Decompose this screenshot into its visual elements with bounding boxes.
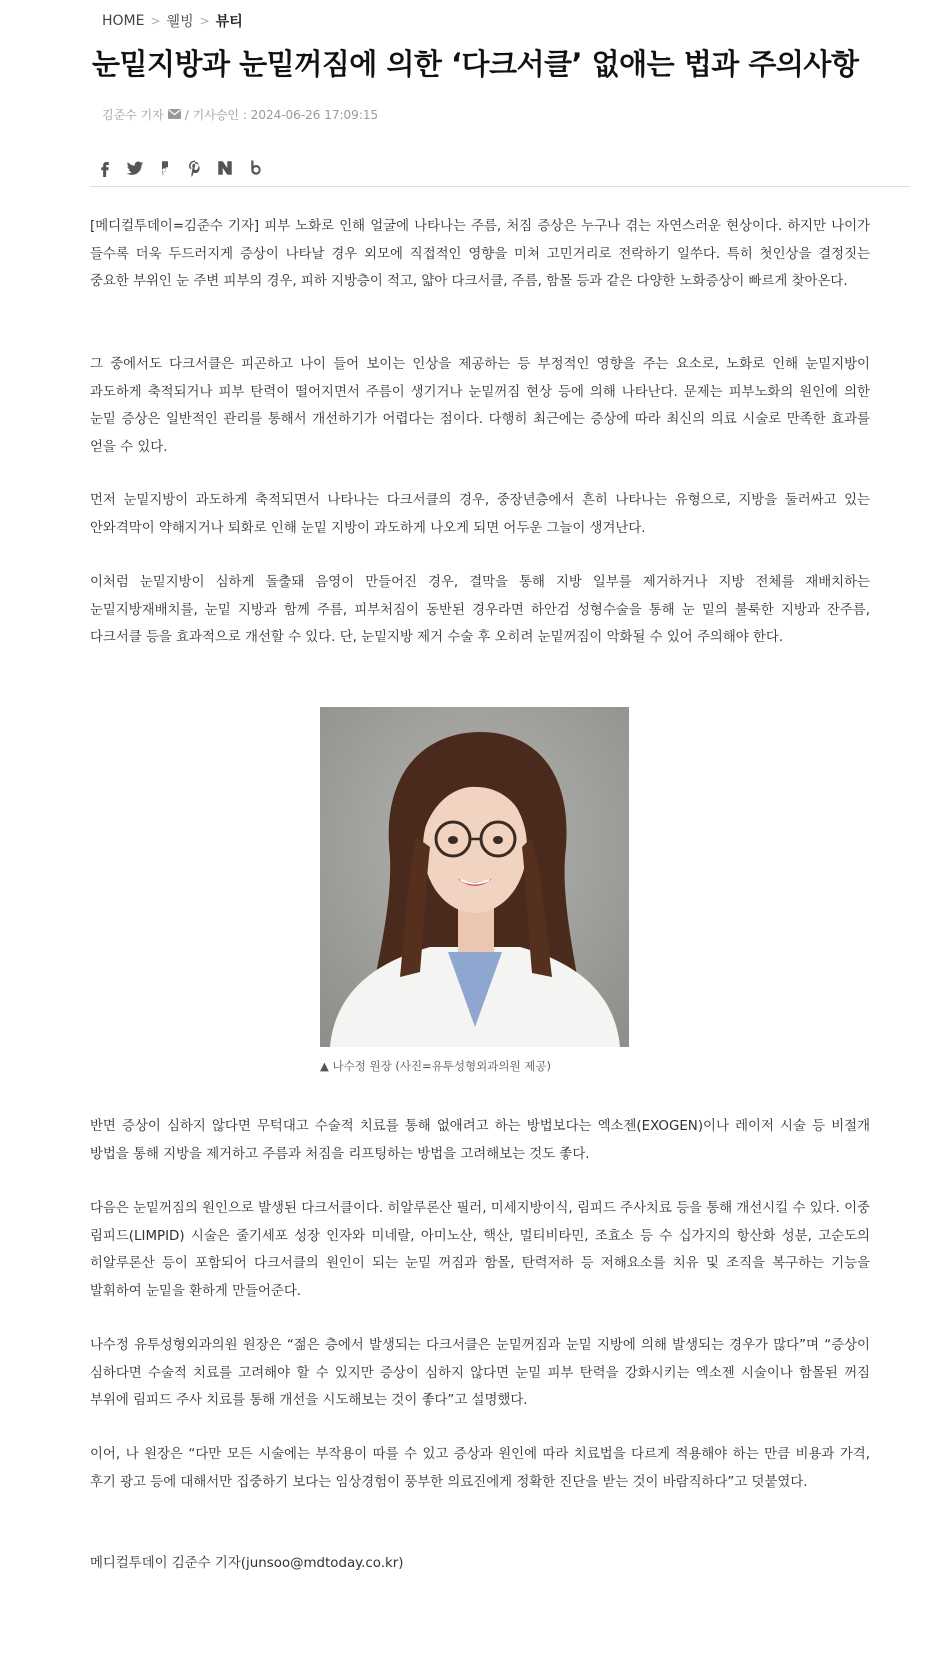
kakao-story-icon[interactable] (156, 159, 174, 177)
twitter-icon[interactable] (126, 159, 144, 177)
pinterest-icon[interactable] (186, 159, 204, 177)
naver-icon[interactable] (216, 159, 234, 177)
article-signature: 메디컬투데이 김준수 기자(junsoo@mdtoday.co.kr) (90, 1556, 404, 1571)
author-name[interactable]: 김준수 기자 (102, 108, 164, 122)
header-divider (90, 186, 910, 187)
breadcrumb-section[interactable]: 웰빙 (166, 14, 194, 30)
article-byline (102, 106, 378, 123)
facebook-icon[interactable] (96, 159, 114, 177)
breadcrumb (102, 10, 243, 32)
approved-datetime: / 기사승인 : 2024-06-26 17:09:15 (184, 108, 379, 122)
breadcrumb-separator: > (150, 14, 161, 28)
breadcrumb-current[interactable]: 뷰티 (215, 14, 243, 30)
article-paragraph: 이어, 나 원장은 “다만 모든 시술에는 부작용이 따를 수 있고 증상과 원인에 따라 치료법을 다르게 적용해야 하는 만큼 비용과 가격, 후기 광고 등에 대해서만 집중하기 보다는 임상경험이 풍부한 의료진에게 정확한 진단을 받는 것이 바람직하다”고 덧붙였다. (90, 1447, 870, 1490)
article-paragraph: 그 중에서도 다크서클은 피곤하고 나이 들어 보이는 인상을 제공하는 등 부정적인 영향을 주는 요소로, 노화로 인해 눈밑지방이 과도하게 축적되거나 피부 탄력이 떨어지면서 주름이 생기거나 눈밑꺼짐 현상 등에 의해 나타난다. 문제는 피부노화의 원인에 의한 눈밑 증상은 일반적인 관리를 통해서 개선하기가 어렵다는 점이다. 다행히 최근에는 증상에 따라 최신의 의료 시술로 만족한 효과를 얻을 수 있다. (90, 357, 870, 455)
email-icon[interactable] (168, 108, 181, 122)
photo-caption: ▲ 나수정 원장 (사진=유투성형외과의원 제공) (320, 1059, 551, 1073)
breadcrumb-separator: > (199, 14, 210, 28)
breadcrumb-home[interactable]: HOME (102, 13, 145, 29)
article-paragraph: 다음은 눈밑꺼짐의 원인으로 발생된 다크서클이다. 히알루론산 필러, 미세지방이식, 림피드 주사치료 등을 통해 개선시킬 수 있다. 이중 림피드(LIMPID) 시술은 줄기세포 성장 인자와 미네랄, 아미노산, 핵산, 멀티비타민, 조효소 등 수 십가지의 항산화 성분, 고순도의 히알루론산 등이 포함되어 다크서클의 원인이 되는 눈밑 꺼짐과 함몰, 탄력저하 등 저해요소를 치유 및 조직을 복구하는 기능을 발휘하여 눈밑을 환하게 만들어준다. (90, 1201, 870, 1299)
article-paragraph: [메디컬투데이=김준수 기자] 피부 노화로 인해 얼굴에 나타나는 주름, 처짐 증상은 누구나 겪는 자연스러운 현상이다. 하지만 나이가 들수록 더욱 두드러지게 증상이 나타날 경우 외모에 직접적인 영향을 미쳐 고민거리로 전락하기 일쑤다. 특히 첫인상을 결정짓는 중요한 부위인 눈 주변 피부의 경우, 피하 지방층이 적고, 얇아 다크서클, 주름, 함몰 등과 같은 다양한 노화증상이 빠르게 찾아온다. (90, 219, 870, 290)
article-paragraph: 먼저 눈밑지방이 과도하게 축적되면서 나타나는 다크서클의 경우, 중장년층에서 흔히 나타나는 유형으로, 지방을 둘러싸고 있는 안와격막이 약해지거나 퇴화로 인해 눈밑 지방이 과도하게 나오게 되면 어두운 그늘이 생겨난다. (90, 493, 870, 536)
share-bar (96, 159, 264, 177)
article-paragraph: 나수정 유투성형외과의원 원장은 “젊은 층에서 발생되는 다크서클은 눈밑꺼짐과 눈밑 지방에 의해 발생되는 경우가 많다”며 “증상이 심하다면 수술적 치료를 고려해야 할 수 있지만 증상이 심하지 않다면 눈밑 피부 탄력을 강화시키는 엑소젠 시술이나 함몰된 꺼짐 부위에 림피드 주사 치료를 통해 개선을 시도해보는 것이 좋다”고 설명했다. (90, 1338, 870, 1409)
article-photo[interactable] (320, 707, 629, 1047)
portrait-illustration (320, 707, 629, 1047)
band-icon[interactable] (246, 159, 264, 177)
article-paragraph: 반면 증상이 심하지 않다면 무턱대고 수술적 치료를 통해 없애려고 하는 방법보다는 엑소젠(EXOGEN)이나 레이저 시술 등 비절개 방법을 통해 지방을 제거하고 주름과 처짐을 리프팅하는 방법을 고려해보는 것도 좋다. (90, 1119, 870, 1162)
article-paragraph: 이처럼 눈밑지방이 심하게 돌출돼 음영이 만들어진 경우, 결막을 통해 지방 일부를 제거하거나 지방 전체를 재배치하는 눈밑지방재배치를, 눈밑 지방과 함께 주름, 피부처짐이 동반된 경우라면 하안검 성형수술을 통해 눈 밑의 불룩한 지방과 잔주름, 다크서클 등을 효과적으로 개선할 수 있다. 단, 눈밑지방 제거 수술 후 오히려 눈밑꺼짐이 악화될 수 있어 주의해야 한다. (90, 575, 870, 646)
article-title: 눈밑지방과 눈밑꺼짐에 의한 ‘다크서클’ 없애는 법과 주의사항 (92, 47, 859, 81)
